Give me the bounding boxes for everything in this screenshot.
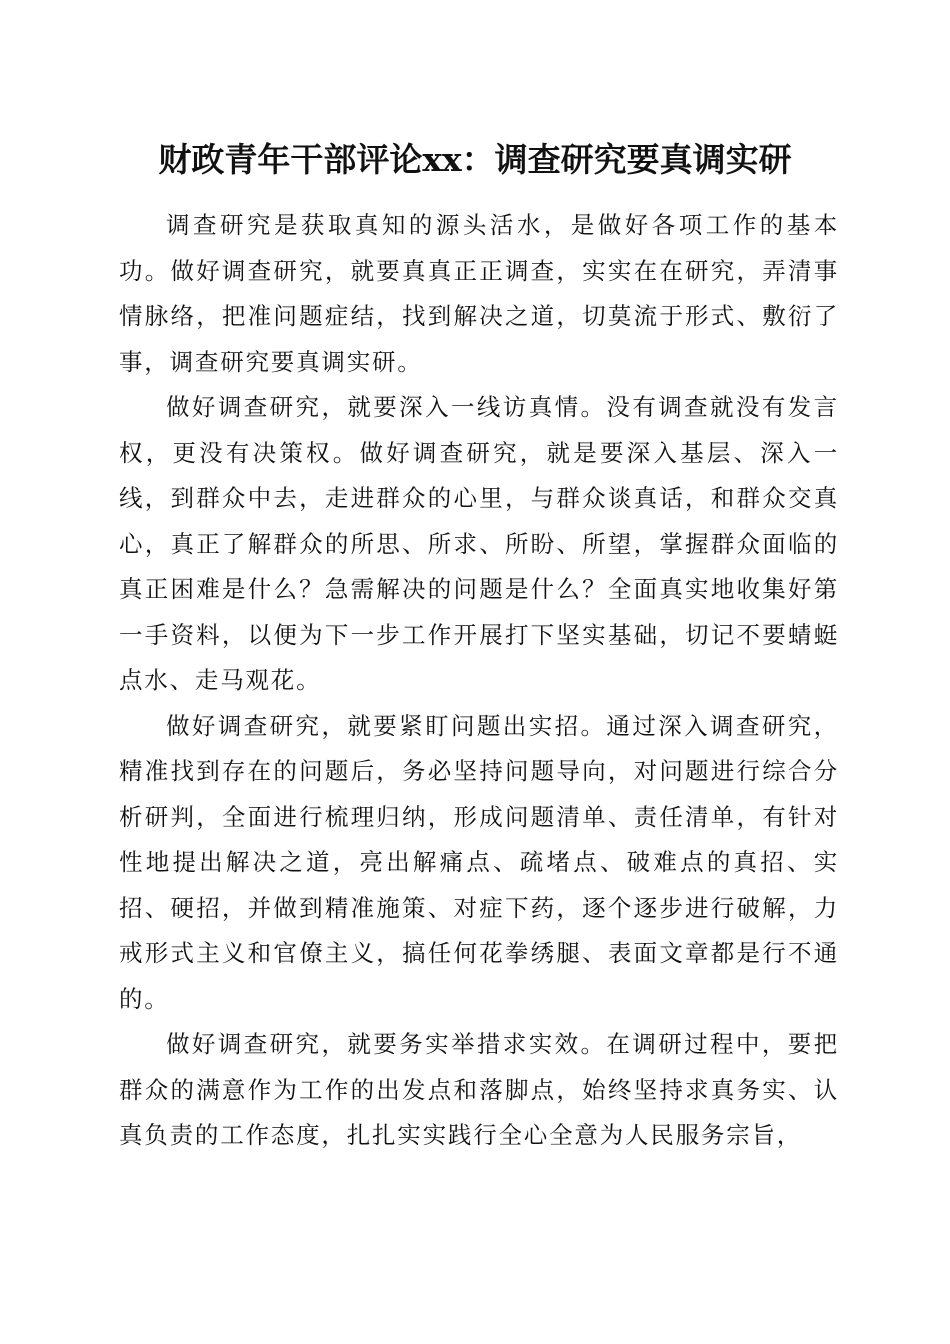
paragraph-1: 调查研究是获取真知的源头活水，是做好各项工作的基本功。做好调查研究，就要真真正正调查，实实在在研究，弄清事情脉络，把准问题症结，找到解决之道，切莫流于形式、敷衍了事，调查研究要真调实研。 bbox=[119, 211, 839, 376]
paragraph-4: 做好调查研究，就要务实举措求实效。在调研过程中，要把群众的满意作为工作的出发点和落脚点，始终坚持求真务实、认真负责的工作态度，扎扎实实践行全心全意为人民服务宗旨， bbox=[119, 1030, 839, 1149]
document-body bbox=[119, 203, 839, 1159]
document-title: 财政青年干部评论xx：调查研究要真调实研 bbox=[158, 140, 792, 179]
paragraph-2: 做好调查研究，就要深入一线访真情。没有调查就没有发言权，更没有决策权。做好调查研究，就是要深入基层、深入一线，到群众中去，走进群众的心里，与群众谈真话，和群众交真心，真正了解群众的所思、所求、所盼、所望，掌握群众面临的真正困难是什么？急需解决的问题是什么？全面真实地收集好第一手资料，以便为下一步工作开展打下坚实基础，切记不要蜻蜓点水、走马观花。 bbox=[119, 393, 839, 694]
paragraph-3: 做好调查研究，就要紧盯问题出实招。通过深入调查研究，精准找到存在的问题后，务必坚持问题导向，对问题进行综合分析研判，全面进行梳理归纳，形成问题清单、责任清单，有针对性地提出解决之道，亮出解痛点、疏堵点、破难点的真招、实招、硬招，并做到精准施策、对症下药，逐个逐步进行破解，力戒形式主义和官僚主义，搞任何花拳绣腿、表面文章都是行不通的。 bbox=[119, 711, 839, 1013]
